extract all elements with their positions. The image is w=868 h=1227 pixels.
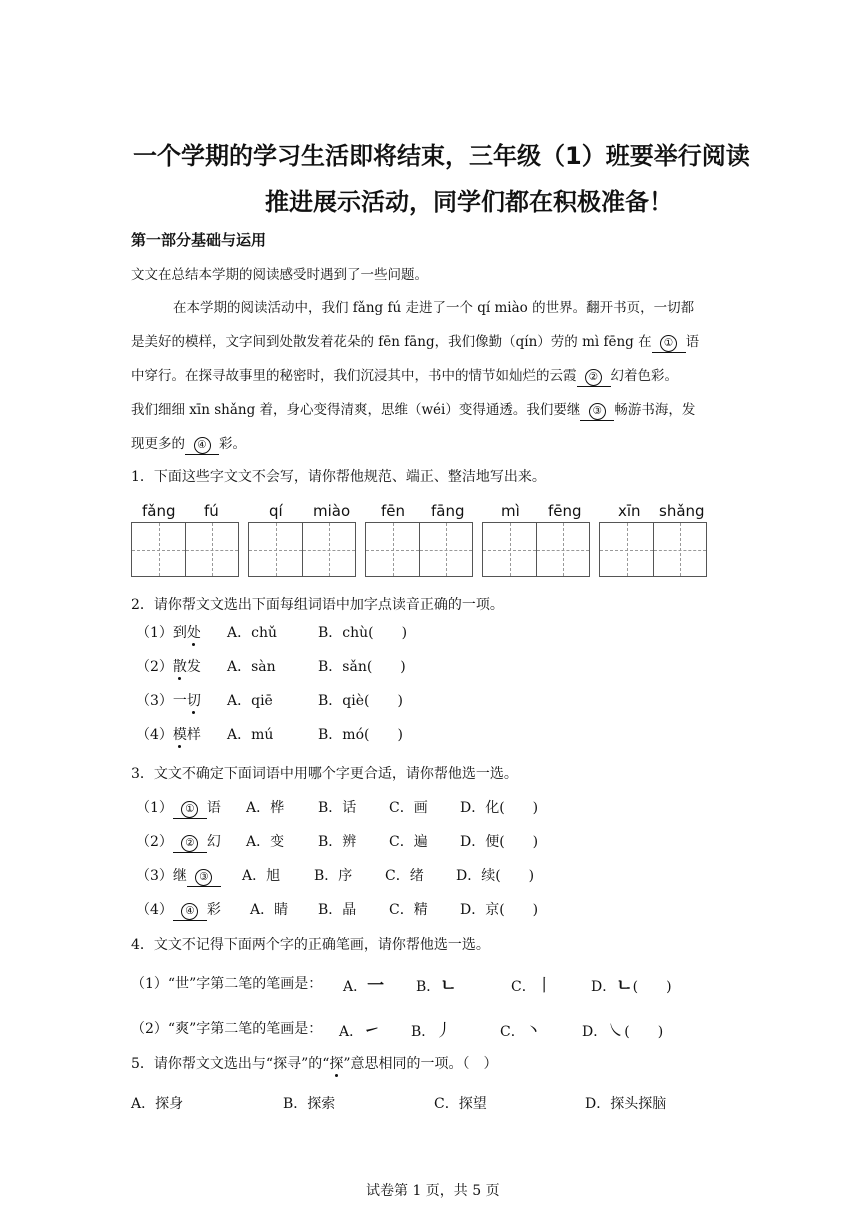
q3-item-1-option-d[interactable]: D．化( ) <box>460 800 539 816</box>
blank-3 <box>580 402 614 421</box>
blank <box>173 800 207 819</box>
pinyin-label: fǎng <box>142 502 176 520</box>
q3-item-3-word <box>136 865 221 887</box>
blank-number: ③ <box>589 403 606 420</box>
q4-item-2-option-d[interactable] <box>582 1016 663 1041</box>
blank-2 <box>577 368 611 387</box>
option-letter: B． <box>416 979 441 995</box>
dotted-char: 散 <box>173 656 187 676</box>
page-number: 试卷第 1 页，共 5 页 <box>366 1183 500 1199</box>
option-letter: C． <box>500 1024 525 1040</box>
q3-item-4-word <box>136 899 221 921</box>
stroke-rising-icon: ㇀ <box>363 1021 381 1041</box>
stroke-dot-icon: 丶 <box>524 1021 542 1041</box>
writing-grid-fangfu[interactable] <box>131 522 239 577</box>
option-letter: D． <box>591 979 617 995</box>
option-letter: D． <box>582 1024 608 1040</box>
q3-item-3-option-b[interactable]: B．序 <box>314 868 353 884</box>
item-number: （4） <box>136 902 173 918</box>
q2-item-2-word <box>136 656 201 676</box>
q3-item-4-option-b[interactable]: B．晶 <box>318 902 357 918</box>
q3-item-1-word <box>136 797 221 819</box>
passage-text: 畅游书海，发 <box>614 402 696 418</box>
word-part: 语 <box>206 800 221 816</box>
pinyin-label: fú <box>204 502 219 520</box>
q4-item-1-option-d[interactable] <box>591 971 672 996</box>
pinyin-label: shǎng <box>659 502 705 520</box>
blank-number: ① <box>181 801 198 818</box>
word-part: 一 <box>172 693 187 709</box>
question-4-stem: 4．文文不记得下面两个字的正确笔画，请你帮他选一选。 <box>131 937 490 953</box>
stem-text: 5．请你帮文文选出与“探寻”的“ <box>131 1056 330 1072</box>
writing-cell[interactable] <box>249 523 302 576</box>
pinyin-label: qí <box>269 502 283 520</box>
q3-item-2-option-c[interactable]: C．遍 <box>389 834 428 850</box>
q3-item-4-option-a[interactable]: A．睛 <box>250 902 289 918</box>
option-letter: C． <box>511 979 536 995</box>
blank-number: ③ <box>195 869 212 886</box>
q4-item-1-label: （1）“世”字第二笔的笔画是： <box>131 976 323 992</box>
passage-text: 是美好的模样，文字间到处散发着花朵的 fēn fāng，我们像勤（qín）劳的 mì fēng 在 <box>131 334 652 350</box>
writing-grid-xinshang[interactable] <box>599 522 707 577</box>
question-2-stem: 2．请你帮文文选出下面每组词语中加字点读音正确的一项。 <box>131 597 504 613</box>
stroke-vertical-icon: 丨 <box>535 976 553 996</box>
passage-text: 幻着色彩。 <box>610 368 678 384</box>
writing-cell[interactable] <box>302 523 355 576</box>
word-part: 到 <box>172 625 187 641</box>
stroke-vertical-turn-icon: ㄴ <box>440 976 457 996</box>
answer-paren: ( ) <box>624 1024 664 1040</box>
writing-cell[interactable] <box>536 523 589 576</box>
intro-text: 文文在总结本学期的阅读感受时遇到了一些问题。 <box>131 267 428 283</box>
q3-item-3-option-d[interactable]: D．续( ) <box>456 868 535 884</box>
option-letter: B． <box>411 1024 436 1040</box>
writing-grid-fenfang[interactable] <box>365 522 473 577</box>
passage-line-4 <box>131 398 695 421</box>
stroke-horizontal-icon: 一 <box>367 976 385 996</box>
dotted-char: 模 <box>173 724 187 744</box>
q3-item-4-option-c[interactable]: C．精 <box>389 902 428 918</box>
stroke-left-falling-icon: 丿 <box>435 1021 453 1041</box>
q4-item-2-option-b[interactable] <box>411 1016 452 1041</box>
passage-line-2 <box>131 330 699 353</box>
q4-item-2-option-a[interactable] <box>339 1016 380 1041</box>
blank-4 <box>185 436 219 455</box>
word-part: 幻 <box>206 834 221 850</box>
q5-option-b[interactable]: B．探索 <box>283 1096 336 1112</box>
q4-item-1-option-b[interactable] <box>416 971 457 996</box>
item-number: （4） <box>136 727 173 743</box>
q2-item-4-option-a[interactable]: A．mú <box>227 727 274 743</box>
passage-line-1: 在本学期的阅读活动中，我们 fǎng fú 走进了一个 qí miào 的世界。翻开书页，一切都 <box>173 300 695 316</box>
blank-1 <box>652 334 686 353</box>
pinyin-label: fēn <box>381 502 406 520</box>
q5-option-d[interactable]: D．探头探脑 <box>585 1096 667 1112</box>
option-letter: A． <box>339 1024 364 1040</box>
title-line-1: 一个学期的学习生活即将结束，三年级（1）班要举行阅读 <box>133 142 750 170</box>
item-number: （1） <box>136 625 173 641</box>
answer-paren: ( ) <box>632 979 672 995</box>
q4-item-2-label: （2）“爽”字第二笔的笔画是： <box>131 1021 323 1037</box>
writing-cell[interactable] <box>132 523 185 576</box>
q3-item-1-option-c[interactable]: C．画 <box>389 800 428 816</box>
q3-item-3-option-a[interactable]: A．旭 <box>242 868 281 884</box>
blank-number: ④ <box>194 437 211 454</box>
blank <box>187 868 221 887</box>
passage-text: 我们细细 xīn shǎng 着，身心变得清爽，思维（wéi）变得通透。我们要继 <box>131 402 581 418</box>
stem-text: ”意思相同的一项。（ ） <box>343 1056 498 1072</box>
q5-option-c[interactable]: C．探望 <box>434 1096 487 1112</box>
writing-cell[interactable] <box>419 523 472 576</box>
q3-item-2-option-d[interactable]: D．便( ) <box>460 834 539 850</box>
passage-text: 彩。 <box>219 436 246 452</box>
pinyin-label: miào <box>313 502 351 520</box>
question-3-stem: 3．文文不确定下面词语中用哪个字更合适，请你帮他选一选。 <box>131 766 518 782</box>
passage-line-5 <box>131 432 246 455</box>
q2-item-4-word <box>136 724 201 744</box>
q3-item-2-option-b[interactable]: B．辨 <box>318 834 357 850</box>
q2-item-2-option-b[interactable]: B．sǎn( ) <box>318 659 406 675</box>
pinyin-label: mì <box>501 502 520 520</box>
q2-item-2-option-a[interactable]: A．sàn <box>227 659 276 675</box>
word-part: 发 <box>186 659 201 675</box>
q2-item-3-word <box>136 690 201 710</box>
word-part: 继 <box>172 868 187 884</box>
blank-number: ① <box>660 335 677 352</box>
passage-line-3 <box>131 364 678 387</box>
q3-item-4-option-d[interactable]: D．京( ) <box>460 902 539 918</box>
q4-item-1-option-c[interactable] <box>511 971 553 996</box>
item-number: （1） <box>136 800 173 816</box>
dotted-char: 切 <box>187 690 201 710</box>
blank-number: ④ <box>181 903 198 920</box>
item-number: （2） <box>136 659 173 675</box>
writing-cell[interactable] <box>366 523 419 576</box>
q3-item-3-option-c[interactable]: C．绪 <box>385 868 424 884</box>
passage-text: 语 <box>685 334 700 350</box>
item-number: （3） <box>136 868 173 884</box>
pinyin-label: xīn <box>618 502 641 520</box>
writing-grid-mifeng[interactable] <box>482 522 590 577</box>
dotted-char: 处 <box>187 622 201 642</box>
stroke-right-falling-icon: ㇏ <box>607 1021 625 1041</box>
q2-item-1-word <box>136 622 201 642</box>
item-number: （2） <box>136 834 173 850</box>
writing-cell[interactable] <box>185 523 238 576</box>
q2-item-3-option-b[interactable]: B．qiè( ) <box>318 693 403 709</box>
writing-cell[interactable] <box>483 523 536 576</box>
item-number: （3） <box>136 693 173 709</box>
passage-text: 中穿行。在探寻故事里的秘密时，我们沉浸其中，书中的情节如灿烂的云霞 <box>131 368 577 384</box>
passage-text: 现更多的 <box>131 436 185 452</box>
q4-item-2-option-c[interactable] <box>500 1016 542 1041</box>
word-part: 彩 <box>206 902 221 918</box>
q3-item-2-option-a[interactable]: A．变 <box>246 834 285 850</box>
word-part: 样 <box>186 727 201 743</box>
question-5-stem <box>131 1053 498 1073</box>
q2-item-1-option-a[interactable]: A．chǔ <box>227 625 277 641</box>
q2-item-3-option-a[interactable]: A．qiē <box>227 693 273 709</box>
q4-item-1-option-a[interactable] <box>343 971 384 996</box>
pinyin-label: fēng <box>548 502 582 520</box>
q3-item-2-word <box>136 831 221 853</box>
section-heading: 第一部分基础与运用 <box>131 231 267 249</box>
blank <box>173 834 207 853</box>
writing-grid-qimiao[interactable] <box>248 522 356 577</box>
stroke-vertical-hook-icon: ㄴ <box>616 976 633 996</box>
blank-number: ② <box>585 369 602 386</box>
pinyin-label: fāng <box>431 502 465 520</box>
option-letter: A． <box>343 979 368 995</box>
writing-cell[interactable] <box>600 523 653 576</box>
q5-option-a[interactable]: A．探身 <box>131 1096 184 1112</box>
blank <box>173 902 207 921</box>
q3-item-1-option-b[interactable]: B．话 <box>318 800 357 816</box>
writing-cell[interactable] <box>653 523 706 576</box>
q3-item-1-option-a[interactable]: A．桦 <box>246 800 285 816</box>
q2-item-4-option-b[interactable]: B．mó( ) <box>318 727 403 743</box>
title-line-2: 推进展示活动，同学们都在积极准备！ <box>265 188 673 216</box>
q2-item-1-option-b[interactable]: B．chù( ) <box>318 625 408 641</box>
dotted-char: 探 <box>329 1053 343 1073</box>
blank-number: ② <box>181 835 198 852</box>
question-1-stem: 1．下面这些字文文不会写，请你帮他规范、端正、整洁地写出来。 <box>131 469 546 485</box>
